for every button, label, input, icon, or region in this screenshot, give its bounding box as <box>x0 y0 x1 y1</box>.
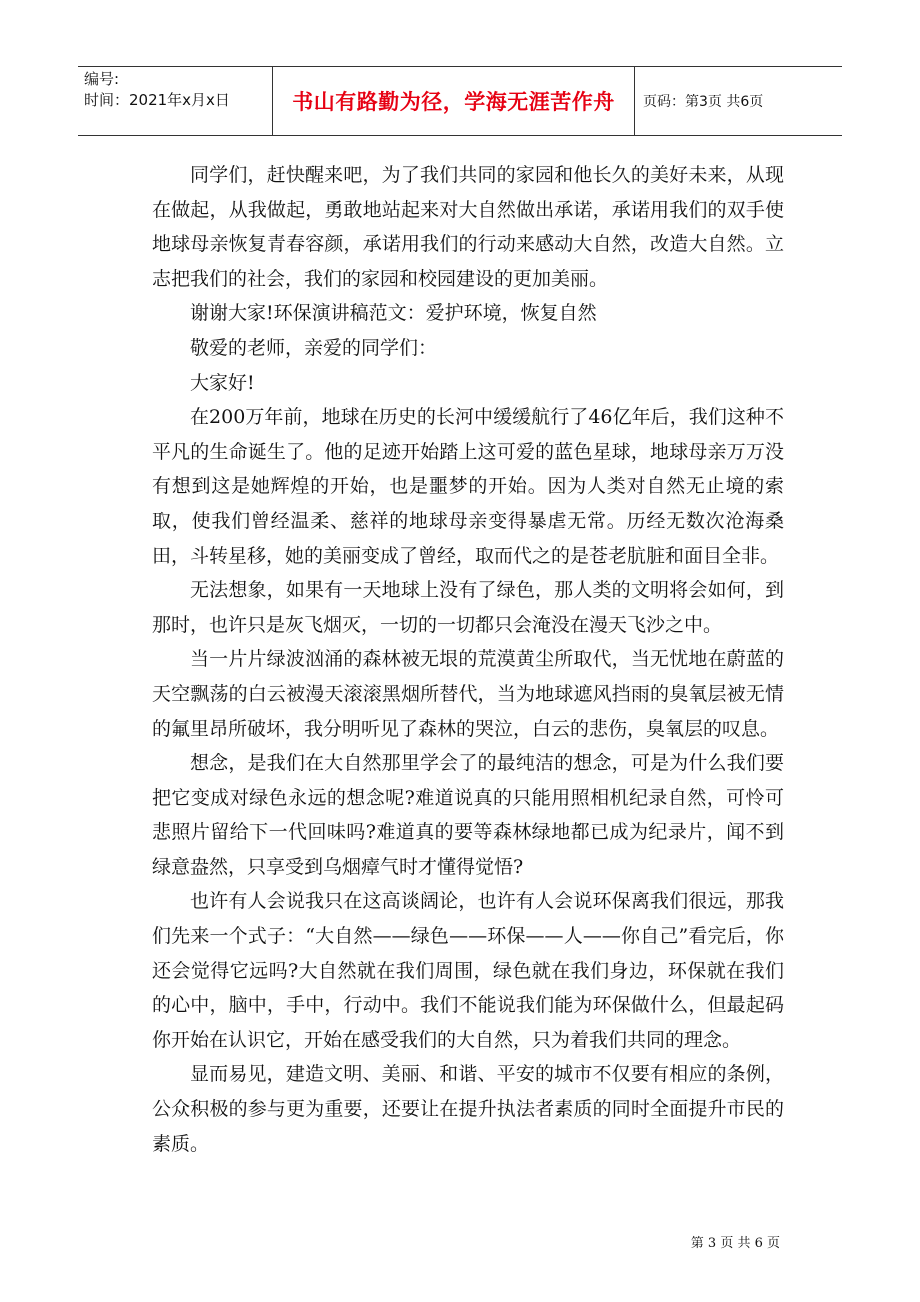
paragraph: 同学们，赶快醒来吧，为了我们共同的家园和他长久的美好未来，从现在做起，从我做起，勇敢地站起来对大自然做出承诺，承诺用我们的双手使地球母亲恢复青春容颜，承诺用我们的行动来感动大自然，改造大自然。立志把我们的社会，我们的家园和校园建设的更加美丽。 <box>152 164 784 290</box>
paragraph: 在200万年前，地球在历史的长河中缓缓航行了46亿年后，我们这种不平凡的生命诞生了。他的足迹开始踏上这可爱的蓝色星球，地球母亲万万没有想到这是她辉煌的开始，也是噩梦的开始。因为人类对自然无止境的索取，使我们曾经温柔、慈祥的地球母亲变得暴虐无常。历经无数次沧海桑田，斗转星移，她的美丽变成了曾经，取而代之的是苍老肮脏和面目全非。 <box>152 406 784 567</box>
paragraph: 无法想象，如果有一天地球上没有了绿色，那人类的文明将会如何，到那时，也许只是灰飞烟灭，一切的一切都只会淹没在漫天飞沙之中。 <box>152 579 784 636</box>
paragraph: 显而易见，建造文明、美丽、和谐、平安的城市不仅要有相应的条例，公众积极的参与更为重要，还要让在提升执法者素质的同时全面提升市民的素质。 <box>152 1063 784 1155</box>
header-meta <box>84 69 270 111</box>
paragraph: 当一片片绿波汹涌的森林被无垠的荒漠黄尘所取代，当无忧地在蔚蓝的天空飘荡的白云被漫天滚滚黑烟所替代，当为地球遮风挡雨的臭氧层被无情的氟里昂所破坏，我分明听见了森林的哭泣，白云的悲伤，臭氧层的叹息。 <box>152 648 784 740</box>
serial-number-label: 编号: <box>84 70 120 88</box>
header-page-info: 页码：第3页 共6页 <box>643 94 764 110</box>
header-motto: 书山有路勤为径，学海无涯苦作舟 <box>292 90 615 114</box>
date-label: 时间：2021年x月x日 <box>84 91 230 109</box>
paragraph: 也许有人会说我只在这高谈阔论，也许有人会说环保离我们很远，那我们先来一个式子：“大自然——绿色——环保——人——你自己”看完后，你还会觉得它远吗?大自然就在我们周围，绿色就在我们身边，环保就在我们的心中，脑中，手中，行动中。我们不能说我们能为环保做什么，但最起码你开始在认识它，开始在感受我们的大自然，只为着我们共同的理念。 <box>152 890 784 1051</box>
paragraph: 大家好! <box>190 371 255 394</box>
page-footer: 第 3 页 共 6 页 <box>690 1236 780 1251</box>
paragraph: 想念，是我们在大自然那里学会了的最纯洁的想念，可是为什么我们要把它变成对绿色永远的想念呢?难道说真的只能用照相机纪录自然，可怜可悲照片留给下一代回味吗?难道真的要等森林绿地都已成为纪录片，闻不到绿意盎然，只享受到乌烟瘴气时才懂得觉悟? <box>152 752 784 878</box>
page-header <box>78 66 842 136</box>
document-body <box>152 158 784 1161</box>
paragraph: 谢谢大家!环保演讲稿范文：爱护环境，恢复自然 <box>190 302 597 325</box>
paragraph: 敬爱的老师，亲爱的同学们： <box>190 336 438 359</box>
